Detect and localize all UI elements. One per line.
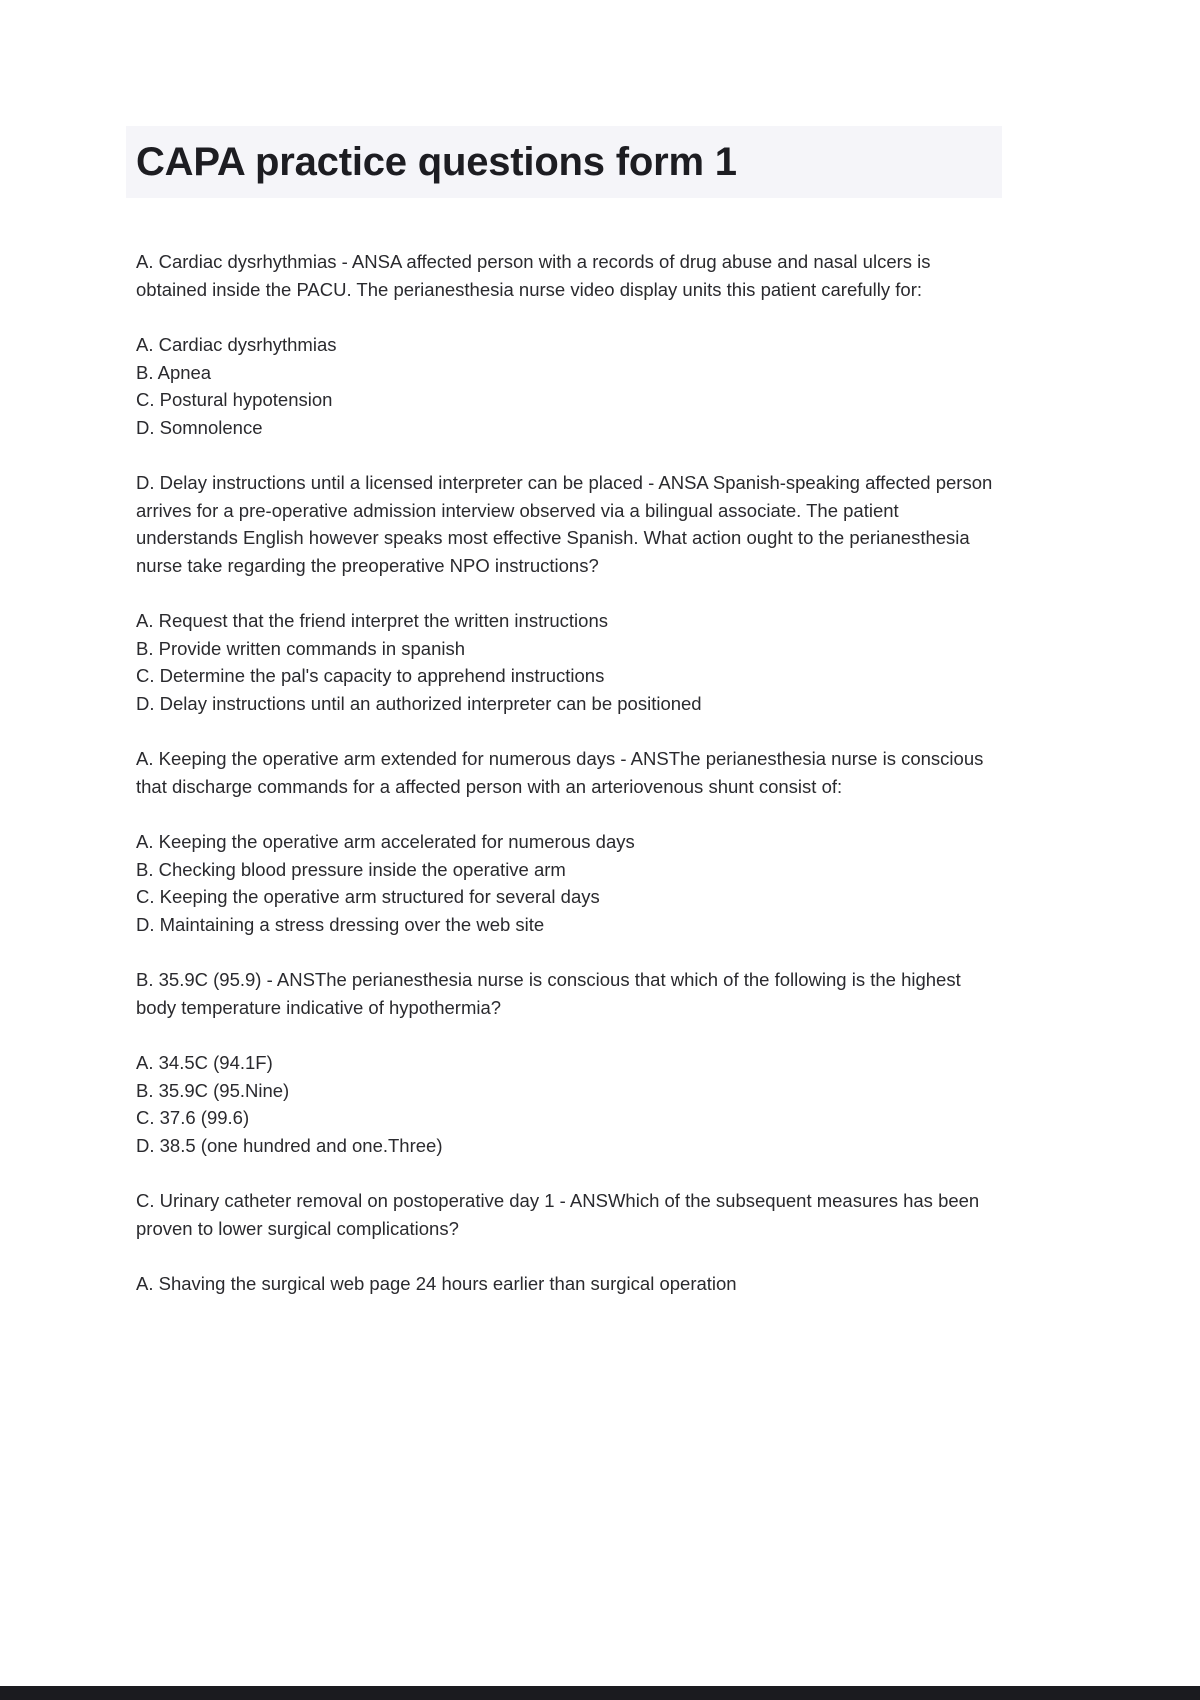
title-band (126, 126, 1002, 198)
option-item: A. 34.5C (94.1F) (136, 1052, 273, 1073)
question-block-3 (136, 745, 998, 800)
option-item: D. Maintaining a stress dressing over the web site (136, 913, 545, 935)
option-item: B. Checking blood pressure inside the operative arm (136, 858, 566, 880)
option-list (136, 1049, 998, 1159)
options-block-3 (136, 828, 998, 938)
footer-bar (0, 1686, 1200, 1700)
question-block-5 (136, 1187, 998, 1242)
question-stem: D. Delay instructions until a licensed interpreter can be placed - ANSA Spanish-speaking affected person arrives for a pre-operative admission interview observed via a bilingual associate. The patient understands English however speaks most effective Spanish. What action ought to the perianesthesia nurse take regarding the preoperative NPO instructions? (136, 472, 993, 576)
options-block-4 (136, 1049, 998, 1159)
question-stem: A. Cardiac dysrhythmias - ANSA affected person with a records of drug abuse and nasal ulcers is obtained inside the PACU. The perianesthesia nurse video display units this patient carefully for: (136, 251, 931, 300)
options-block-5 (136, 1270, 998, 1298)
option-item: C. Postural hypotension (136, 389, 333, 410)
question-block-4 (136, 966, 998, 1021)
option-item: A. Cardiac dysrhythmias (136, 334, 337, 355)
option-list (136, 607, 998, 717)
page-title: CAPA practice questions form 1 (136, 140, 737, 184)
document-body (136, 248, 998, 1326)
option-item: D. 38.5 (one hundred and one.Three) (136, 1134, 443, 1156)
option-item: B. Provide written commands in spanish (136, 637, 466, 659)
option-list (136, 331, 998, 441)
question-stem: B. 35.9C (95.9) - ANSThe perianesthesia nurse is conscious that which of the following is the highest body temperature indicative of hypothermia? (136, 969, 961, 1018)
question-block-2 (136, 469, 998, 579)
option-item: A. Shaving the surgical web page 24 hours earlier than surgical operation (136, 1273, 737, 1294)
question-stem: A. Keeping the operative arm extended for numerous days - ANSThe perianesthesia nurse is conscious that discharge commands for a affected person with an arteriovenous shunt consist of: (136, 748, 984, 797)
option-list (136, 1270, 998, 1298)
option-item: D. Delay instructions until an authorized interpreter can be positioned (136, 692, 702, 714)
option-item: B. 35.9C (95.Nine) (136, 1079, 290, 1101)
question-block-1 (136, 248, 998, 303)
option-item: A. Keeping the operative arm accelerated for numerous days (136, 831, 635, 852)
option-item: C. Keeping the operative arm structured for several days (136, 886, 600, 907)
option-item: B. Apnea (136, 361, 212, 383)
option-item: D. Somnolence (136, 416, 263, 438)
option-item: A. Request that the friend interpret the written instructions (136, 610, 608, 631)
option-item: C. 37.6 (99.6) (136, 1107, 250, 1128)
question-stem: C. Urinary catheter removal on postoperative day 1 - ANSWhich of the subsequent measures has been proven to lower surgical complications? (136, 1190, 980, 1239)
options-block-1 (136, 331, 998, 441)
options-block-2 (136, 607, 998, 717)
option-list (136, 828, 998, 938)
option-item: C. Determine the pal's capacity to apprehend instructions (136, 665, 605, 686)
